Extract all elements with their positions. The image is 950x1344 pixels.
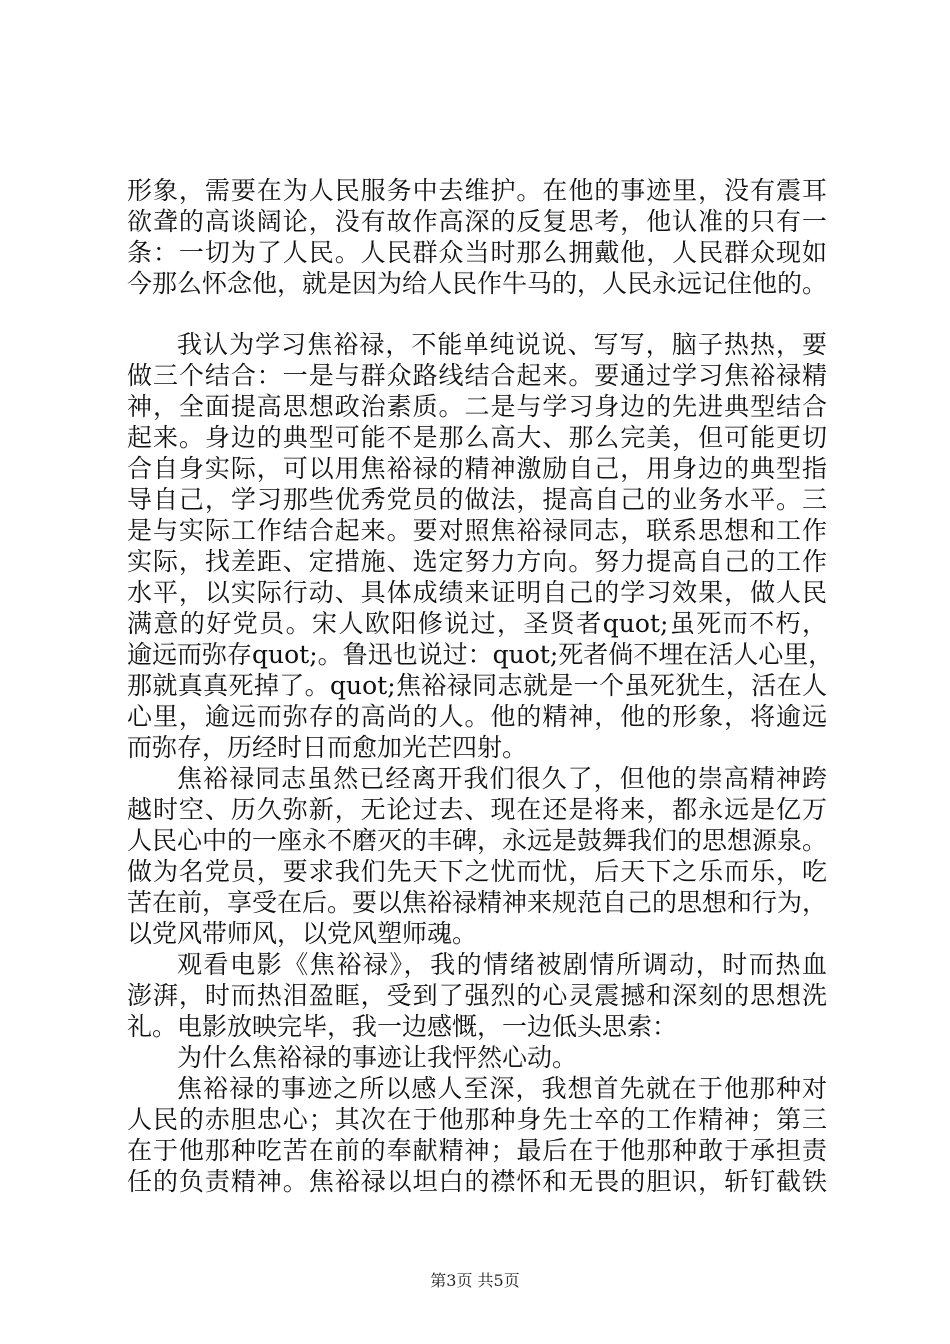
text-line: 我认为学习焦裕禄，不能单纯说说、写写，脑子热热，要 <box>177 330 827 359</box>
text-line: 做三个结合：一是与群众路线结合起来。要通过学习焦裕禄精 <box>127 361 827 390</box>
text-line: 苦在前，享受在后。要以焦裕禄精神来规范自己的思想和行为， <box>127 888 828 917</box>
text-line: 观看电影《焦裕禄》，我的情绪被剧情所调动，时而热血 <box>177 950 827 979</box>
text-line: 逾远而弥存quot;。鲁迅也说过：quot;死者倘不埋在活人心里， <box>127 640 834 669</box>
text-line: 心里，逾远而弥存的高尚的人。他的精神，他的形象，将逾远 <box>127 702 827 731</box>
text-line: 礼。电影放映完毕，我一边感慨，一边低头思索： <box>127 1012 678 1041</box>
text-line: 水平，以实际行动、具体成绩来证明自己的学习效果，做人民 <box>127 578 827 607</box>
paragraph-1 <box>127 175 827 299</box>
paragraph-3 <box>127 763 827 949</box>
text-line: 条：一切为了人民。人民群众当时那么拥戴他，人民群众现如 <box>127 238 827 267</box>
text-line: 以党风带师风，以党风塑师魂。 <box>127 919 478 948</box>
text-line: 那就真真死掉了。quot;焦裕禄同志就是一个虽死犹生，活在人 <box>127 671 827 700</box>
text-line: 是与实际工作结合起来。要对照焦裕禄同志，联系思想和工作 <box>127 516 827 545</box>
text-line: 任的负责精神。焦裕禄以坦白的襟怀和无畏的胆识，斩钉截铁 <box>127 1167 827 1196</box>
paragraph-2 <box>127 329 834 763</box>
text-line: 起来。身边的典型可能不是那么高大、那么完美，但可能更切 <box>127 423 827 452</box>
text-line: 形象，需要在为人民服务中去维护。在他的事迹里，没有震耳 <box>127 176 827 205</box>
text-line: 焦裕禄的事迹之所以感人至深，我想首先就在于他那种对 <box>177 1074 827 1103</box>
text-line: 今那么怀念他，就是因为给人民作牛马的，人民永远记住他的。 <box>127 269 828 298</box>
text-line: 导自己，学习那些优秀党员的做法，提高自己的业务水平。三 <box>127 485 827 514</box>
paragraph-6 <box>127 1073 827 1197</box>
text-line: 合自身实际，可以用焦裕禄的精神激励自己，用身边的典型指 <box>127 454 827 483</box>
page-number-footer: 第3页 共5页 <box>430 1271 520 1290</box>
text-line: 做为名党员，要求我们先天下之忧而忧，后天下之乐而乐，吃 <box>127 857 827 886</box>
text-line: 而弥存，历经时日而愈加光芒四射。 <box>127 733 528 762</box>
text-line: 欲聋的高谈阔论，没有故作高深的反复思考，他认准的只有一 <box>127 207 827 236</box>
text-line: 满意的好党员。宋人欧阳修说过，圣贤者quot;虽死而不朽， <box>127 609 827 638</box>
text-line: 实际，找差距、定措施、选定努力方向。努力提高自己的工作 <box>127 547 827 576</box>
paragraph-4 <box>127 949 827 1042</box>
text-line: 澎湃，时而热泪盈眶，受到了强烈的心灵震撼和深刻的思想洗 <box>127 981 827 1010</box>
text-line: 在于他那种吃苦在前的奉献精神；最后在于他那种敢于承担责 <box>127 1136 827 1165</box>
text-line: 越时空、历久弥新，无论过去、现在还是将来，都永远是亿万 <box>127 795 827 824</box>
text-line: 焦裕禄同志虽然已经离开我们很久了，但他的崇高精神跨 <box>177 764 827 793</box>
paragraph-5 <box>127 1042 827 1073</box>
text-line: 人民的赤胆忠心；其次在于他那种身先士卒的工作精神；第三 <box>127 1105 827 1134</box>
text-line: 人民心中的一座永不磨灭的丰碑，永远是鼓舞我们的思想源泉。 <box>127 826 828 855</box>
text-line: 为什么焦裕禄的事迹让我怦然心动。 <box>177 1043 578 1072</box>
text-line: 神，全面提高思想政治素质。二是与学习身边的先进典型结合 <box>127 392 827 421</box>
